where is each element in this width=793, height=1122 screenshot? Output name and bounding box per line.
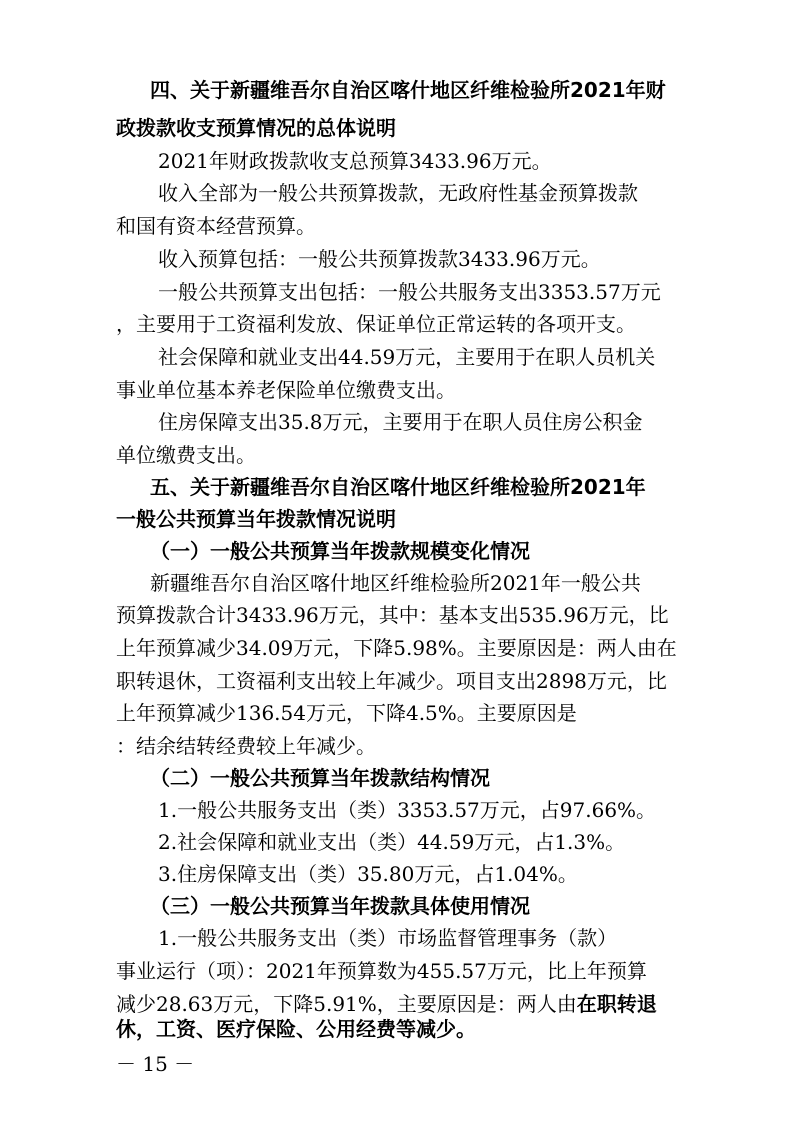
paragraph: 社会保障和就业支出44.59万元，主要用于在职人员机关 — [158, 345, 656, 369]
section-heading-4-line1: 四、关于新疆维吾尔自治区喀什地区纤维检验所2021年财 — [150, 78, 666, 102]
paragraph-continuation: 职转退休，工资福利支出较上年减少。项目支出2898万元，比 — [116, 669, 667, 693]
paragraph-continuation: 上年预算减少34.09万元，下降5.98%。主要原因是：两人由在 — [116, 636, 677, 660]
paragraph-continuation: ：结余结转经费较上年减少。 — [116, 734, 376, 758]
paragraph: 2021年财政拨款收支总预算3433.96万元。 — [158, 149, 552, 173]
paragraph: 收入预算包括：一般公共预算拨款3433.96万元。 — [158, 247, 601, 271]
paragraph-continuation: 单位缴费支出。 — [116, 443, 256, 467]
paragraph: 新疆维吾尔自治区喀什地区纤维检验所2021年一般公共 — [150, 571, 641, 595]
subsection-title-2: （二）一般公共预算当年拨款结构情况 — [150, 766, 490, 790]
list-item: 2.社会保障和就业支出（类）44.59万元，占1.3%。 — [158, 830, 626, 854]
paragraph-continuation: 预算拨款合计3433.96万元，其中：基本支出535.96万元，比 — [116, 603, 669, 627]
section-heading-5-line1: 五、关于新疆维吾尔自治区喀什地区纤维检验所2021年 — [150, 475, 646, 499]
paragraph: 收入全部为一般公共预算拨款，无政府性基金预算拨款 — [158, 181, 638, 205]
page-number: － 15 － — [116, 1052, 195, 1076]
section-heading-4-line2: 政拨款收支预算情况的总体说明 — [116, 116, 396, 140]
paragraph-continuation — [116, 991, 657, 1017]
subsection-title-1: （一）一般公共预算当年拨款规模变化情况 — [150, 539, 530, 563]
paragraph: 住房保障支出35.8万元，主要用于在职人员住房公积金 — [158, 410, 643, 434]
paragraph-continuation: 事业运行（项）：2021年预算数为455.57万元，比上年预算 — [116, 959, 647, 983]
section-heading-5-line2: 一般公共预算当年拨款情况说明 — [116, 507, 396, 531]
list-item: 1.一般公共服务支出（类）3353.57万元，占97.66%。 — [158, 798, 657, 822]
paragraph-continuation: ，主要用于工资福利发放、保证单位正常运转的各项开支。 — [116, 312, 636, 336]
paragraph: 一般公共预算支出包括：一般公共服务支出3353.57万元 — [158, 280, 661, 304]
paragraph-continuation: 上年预算减少136.54万元，下降4.5%。主要原因是 — [116, 701, 577, 725]
paragraph-continuation: 和国有资本经营预算。 — [116, 214, 316, 238]
paragraph-text-bold: 在职转退 — [576, 992, 657, 1016]
list-item: 3.住房保障支出（类）35.80万元，占1.04%。 — [158, 862, 578, 886]
paragraph: 1.一般公共服务支出（类）市场监督管理事务（款） — [158, 926, 618, 950]
paragraph-text: 减少28.63万元，下降5.91%，主要原因是：两人由 — [116, 992, 577, 1016]
subsection-title-3: （三）一般公共预算当年拨款具体使用情况 — [150, 894, 530, 918]
paragraph-continuation: 事业单位基本养老保险单位缴费支出。 — [116, 378, 456, 402]
paragraph-continuation-bold: 休，工资、医疗保险、公用经费等减少。 — [116, 1017, 476, 1041]
